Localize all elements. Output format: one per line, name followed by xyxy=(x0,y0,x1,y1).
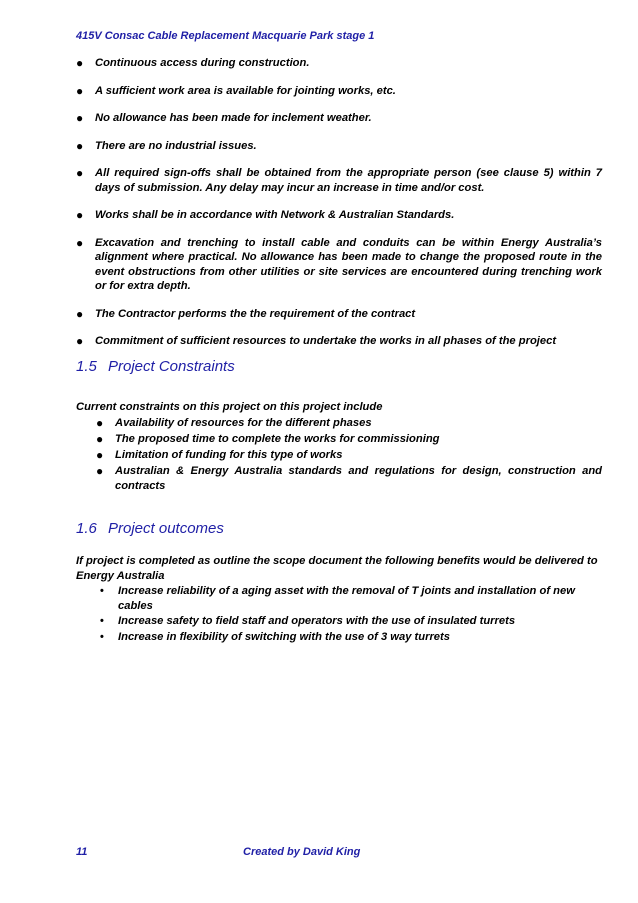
list-item: ● The Contractor performs the the requirement of the contract xyxy=(76,306,416,321)
list-item: ● Availability of resources for the different phases xyxy=(96,416,372,430)
list-item: ● Continuous access during construction. xyxy=(76,56,310,70)
page-number: 11 xyxy=(76,846,88,858)
list-item: ● Limitation of funding for this type of works xyxy=(96,448,343,462)
outcomes-list xyxy=(100,584,602,645)
list-item: ● The proposed time to complete the works for commissioning xyxy=(96,432,440,446)
bullet-icon: ● xyxy=(76,235,84,250)
list-item: • Increase in flexibility of switching with the use of 3 way turrets xyxy=(100,630,450,643)
list-item: ● A sufficient work area is available for jointing works, etc. xyxy=(76,83,396,98)
list-item: • Increase reliability of a aging asset with the removal of T joints and installation of new cables xyxy=(100,585,575,612)
bullet-icon: ● xyxy=(76,83,84,98)
section-heading-outcomes: 1.6 Project outcomes xyxy=(76,520,224,537)
bullet-icon: ● xyxy=(76,306,84,321)
bullet-icon: ● xyxy=(76,334,84,348)
list-item: ● Commitment of sufficient resources to undertake the works in all phases of the project xyxy=(76,334,557,348)
bullet-icon: ● xyxy=(76,56,84,70)
list-item: • Increase safety to field staff and operators with the use of insulated turrets xyxy=(100,615,516,627)
section-heading-constraints: 1.5 Project Constraints xyxy=(76,358,235,375)
bullet-icon: ● xyxy=(96,416,104,430)
list-item: ● No allowance has been made for inclement weather. xyxy=(76,111,372,125)
bullet-icon: ● xyxy=(76,166,84,180)
list-item: ● All required sign-offs shall be obtained from the appropriate person (see clause 5) within 7 days of submission. Any delay may incur an increase in time and/or cost. xyxy=(76,166,602,194)
constraints-list xyxy=(96,416,602,495)
outcomes-intro: If project is completed as outline the scope document the following benefits would be delivered to Energy Australia xyxy=(76,555,598,582)
list-item: ● Australian & Energy Australia standards and regulations for design, construction and contracts xyxy=(96,464,602,492)
bullet-icon: ● xyxy=(76,111,84,125)
bullet-icon: • xyxy=(100,630,104,643)
page-header: 415V Consac Cable Replacement Macquarie Park stage 1 xyxy=(76,30,375,42)
bullet-icon: ● xyxy=(76,138,84,153)
bullet-icon: ● xyxy=(96,448,104,462)
bullet-icon: • xyxy=(100,615,104,627)
list-item: ● Excavation and trenching to install cable and conduits can be within Energy Australia’s alignment where practical. No allowance has been made to change the proposed route in the event obstructions from other utilities or site services are encountered during trenching work or for extra depth. xyxy=(76,235,602,292)
bullet-icon: • xyxy=(100,585,104,597)
list-item: ● Works shall be in accordance with Network & Australian Standards. xyxy=(76,208,455,222)
bullet-icon: ● xyxy=(76,208,84,222)
constraints-intro: Current constraints on this project on this project include xyxy=(76,401,383,413)
bullet-icon: ● xyxy=(96,432,104,446)
footer-credit: Created by David King xyxy=(243,846,361,858)
bullet-icon: ● xyxy=(96,464,104,478)
assumptions-list xyxy=(76,56,602,362)
list-item: ● There are no industrial issues. xyxy=(76,138,257,153)
